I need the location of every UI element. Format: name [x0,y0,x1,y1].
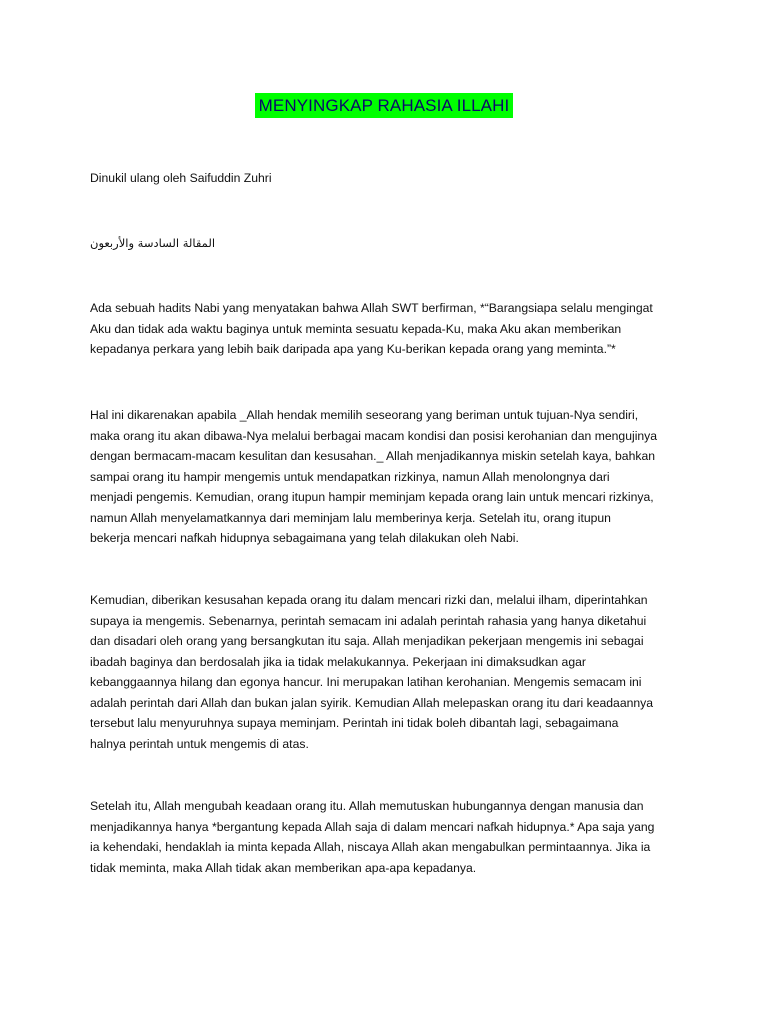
paragraph-line: halnya perintah untuk mengemis di atas. [90,736,309,751]
paragraph-line: Setelah itu, Allah mengubah keadaan orang itu. Allah memutuskan hubungannya dengan manusia dan [90,799,644,813]
document-title: MENYINGKAP RAHASIA ILLAHI [255,93,514,118]
paragraph-2 [90,405,690,549]
paragraph-line: Kemudian, diberikan kesusahan kepada orang itu dalam mencari rizki dan, melalui ilham, diperintahkan [90,593,648,607]
paragraph-line: sampai orang itu hampir mengemis untuk mendapatkan rizkinya, namun Allah menolongnya dari [90,469,610,484]
paragraph-line: ia kehendaki, hendaklah ia minta kepada Allah, niscaya Allah akan mengabulkan permintaannya. Jika ia [90,840,651,854]
paragraph-line: menjadi pengemis. Kemudian, orang itupun hampir meminjam kepada orang lain untuk mencari rizkinya, [90,490,654,504]
arabic-heading: المقالة السادسة والأربعون [90,236,216,250]
paragraph-line: kepadanya perkara yang lebih baik daripada apa yang Ku-berikan kepada orang yang meminta.”* [90,342,616,356]
paragraph-line: maka orang itu akan dibawa-Nya melalui berbagai macam kondisi dan posisi kerohanian dan mengujinya [90,428,658,443]
paragraph-line: kebanggaannya hilang dan egonya hancur. Ini merupakan latihan kerohanian. Mengemis semacam ini [90,675,642,689]
paragraph-line: Ada sebuah hadits Nabi yang menyatakan bahwa Allah SWT berfirman, *“Barangsiapa selalu mengingat [90,301,653,315]
byline: Dinukil ulang oleh Saifuddin Zuhri [90,171,272,185]
paragraph-1 [90,298,690,360]
paragraph-line: tidak meminta, maka Allah tidak akan memberikan apa-apa kepadanya. [90,860,477,875]
paragraph-line: dan disadari oleh orang yang bersangkutan itu saja. Allah menjadikan pekerjaan mengemis ini sebagai [90,634,644,648]
paragraph-line: menjadikannya hanya *bergantung kepada Allah saja di dalam mencari nafkah hidupnya.* Apa saja yang [90,819,655,834]
paragraph-line: adalah perintah dari Allah dan bukan jalan syirik. Kemudian Allah melepaskan orang itu dari keadaannya [90,695,654,710]
paragraph-line: dengan bermacam-macam kesulitan dan kesusahan._ Allah menjadikannya miskin setelah kaya, bahkan [90,449,656,463]
paragraph-line: Aku dan tidak ada waktu baginya untuk meminta sesuatu kepada-Ku, maka Aku akan memberikan [90,321,622,336]
paragraph-line: namun Allah menyelamatkannya dari meminjam lalu memberinya kerja. Setelah itu, orang itupun [90,510,611,525]
paragraph-4 [90,796,690,878]
paragraph-line: bekerja mencari nafkah hidupnya sebagaimana yang telah dilakukan oleh Nabi. [90,531,519,545]
paragraph-line: supaya ia mengemis. Sebenarnya, perintah semacam ini adalah perintah rahasia yang hanya diketahui [90,613,647,628]
paragraph-3 [90,590,690,754]
paragraph-line: ibadah baginya dan berdosalah jika ia tidak melakukannya. Pekerjaan ini dimaksudkan agar [90,654,586,669]
paragraph-line: tersebut lalu menyuruhnya supaya meminjam. Perintah ini tidak boleh dibantah lagi, sebagaimana [90,716,619,730]
title-container [0,93,768,118]
paragraph-line: Hal ini dikarenakan apabila _Allah hendak memilih seseorang yang beriman untuk tujuan-Nya sendiri, [90,408,639,422]
